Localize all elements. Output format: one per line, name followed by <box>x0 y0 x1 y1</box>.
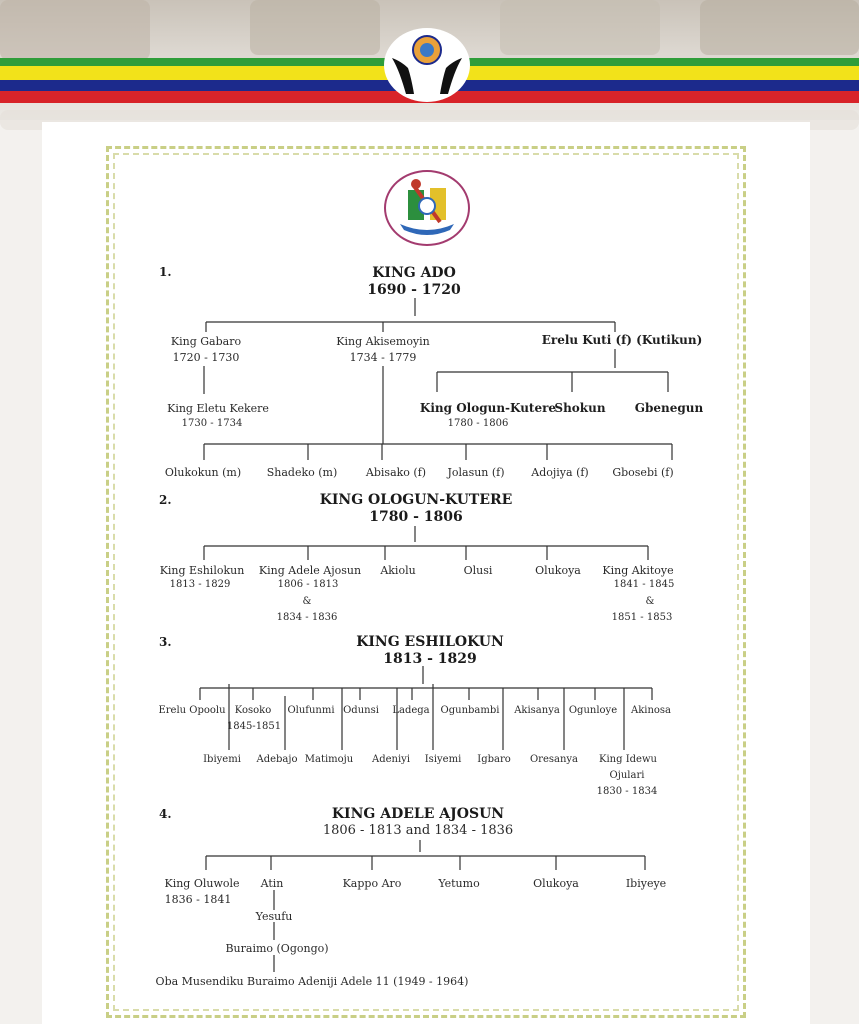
person-akitoye-dates-2: 1851 - 1853 <box>611 612 673 623</box>
person-olukoya: Olukoya <box>535 564 581 577</box>
person-buraimo: Buraimo (Ogongo) <box>225 942 329 955</box>
person-shokun: Shokun <box>554 401 606 415</box>
person-isiyemi: Isiyemi <box>424 754 462 765</box>
person-akisanya: Akisanya <box>514 705 560 716</box>
person-idewu-ojulari: Ojulari <box>609 770 645 781</box>
person-adele-ajosun: King Adele Ajosun <box>258 564 362 577</box>
person-oluwole: King Oluwole <box>164 877 240 890</box>
person-ogunbambi: Ogunbambi <box>440 705 500 716</box>
person-adebajo: Adebajo <box>256 754 298 765</box>
section-title: KING ESHILOKUN <box>356 634 504 650</box>
person-olusi: Olusi <box>463 564 493 577</box>
person-eletu-dates: 1730 - 1734 <box>181 418 243 429</box>
person-olukoya: Olukoya <box>533 877 579 890</box>
person-adele-dates-2: 1834 - 1836 <box>276 612 338 623</box>
section-dates: 1813 - 1829 <box>383 651 477 667</box>
section-title: KING ADELE AJOSUN <box>331 806 505 822</box>
person-adele-amp: & <box>302 596 312 607</box>
section-number: 2. <box>159 493 172 507</box>
person-oba-musendiku: Oba Musendiku Buraimo Adeniji Adele 11 (1949 - 1964) <box>155 975 469 988</box>
person-adele-dates: 1806 - 1813 <box>277 579 339 590</box>
person-eshilokun: King Eshilokun <box>159 564 245 577</box>
person-yesufu: Yesufu <box>255 910 293 923</box>
child-jolasun: Jolasun (f) <box>447 466 505 479</box>
section-number: 4. <box>159 807 172 821</box>
person-oluwole-dates: 1836 - 1841 <box>164 893 232 906</box>
person-erelu-kuti: Erelu Kuti (f) (Kutikun) <box>541 333 703 347</box>
person-adeniyi: Adeniyi <box>371 754 411 765</box>
person-olufunmi: Olufunmi <box>287 705 335 716</box>
person-akiolu: Akiolu <box>380 564 416 577</box>
child-gbosebi: Gbosebi (f) <box>612 466 674 479</box>
person-kosoko: Kosoko <box>234 705 272 716</box>
person-ibiyeye: Ibiyeye <box>625 877 667 890</box>
person-ogunloye: Ogunloye <box>568 705 618 716</box>
person-ladega: Ladega <box>392 705 430 716</box>
child-abisako: Abisako (f) <box>365 466 427 479</box>
person-matimoju: Matimoju <box>304 754 354 765</box>
person-odunsi: Odunsi <box>343 705 379 716</box>
person-ibiyemi: Ibiyemi <box>203 754 241 765</box>
child-adojiya: Adojiya (f) <box>531 466 589 479</box>
person-kappo-aro: Kappo Aro <box>342 877 402 890</box>
person-akinosa: Akinosa <box>630 705 672 716</box>
child-shadeko: Shadeko (m) <box>266 466 338 479</box>
section-dates: 1806 - 1813 and 1834 - 1836 <box>322 823 514 838</box>
person-igbaro: Igbaro <box>477 754 511 765</box>
person-akisemoyin: King Akisemoyin <box>336 335 430 348</box>
person-akitoye: King Akitoye <box>602 564 674 577</box>
section-number: 3. <box>159 635 172 649</box>
person-akitoye-amp: & <box>645 596 655 607</box>
section-title: KING OLOGUN-KUTERE <box>319 492 513 508</box>
person-kosoko-dates: 1845-1851 <box>226 721 282 732</box>
person-erelu-opoolu: Erelu Opoolu <box>158 705 226 716</box>
person-idewu-dates: 1830 - 1834 <box>596 786 658 797</box>
section-title: KING ADO <box>372 265 456 281</box>
person-eletu-kekere: King Eletu Kekere <box>167 402 269 415</box>
section-dates: 1690 - 1720 <box>367 282 461 298</box>
child-olukokun: Olukokun (m) <box>164 466 242 479</box>
person-gabaro: King Gabaro <box>170 335 242 348</box>
section-dates: 1780 - 1806 <box>369 509 463 525</box>
person-ologun-kutere: King Ologun-Kutere <box>419 401 557 415</box>
person-atin: Atin <box>260 877 284 890</box>
person-ologun-dates: 1780 - 1806 <box>447 418 509 429</box>
person-akitoye-dates: 1841 - 1845 <box>613 579 675 590</box>
person-gabaro-dates: 1720 - 1730 <box>172 351 240 364</box>
person-king-idewu: King Idewu <box>599 754 657 765</box>
person-oresanya: Oresanya <box>529 754 579 765</box>
person-eshilokun-dates: 1813 - 1829 <box>169 579 231 590</box>
person-gbenegun: Gbenegun <box>634 401 704 415</box>
person-akisemoyin-dates: 1734 - 1779 <box>349 351 417 364</box>
person-yetumo: Yetumo <box>438 877 480 890</box>
section-number: 1. <box>159 265 172 279</box>
